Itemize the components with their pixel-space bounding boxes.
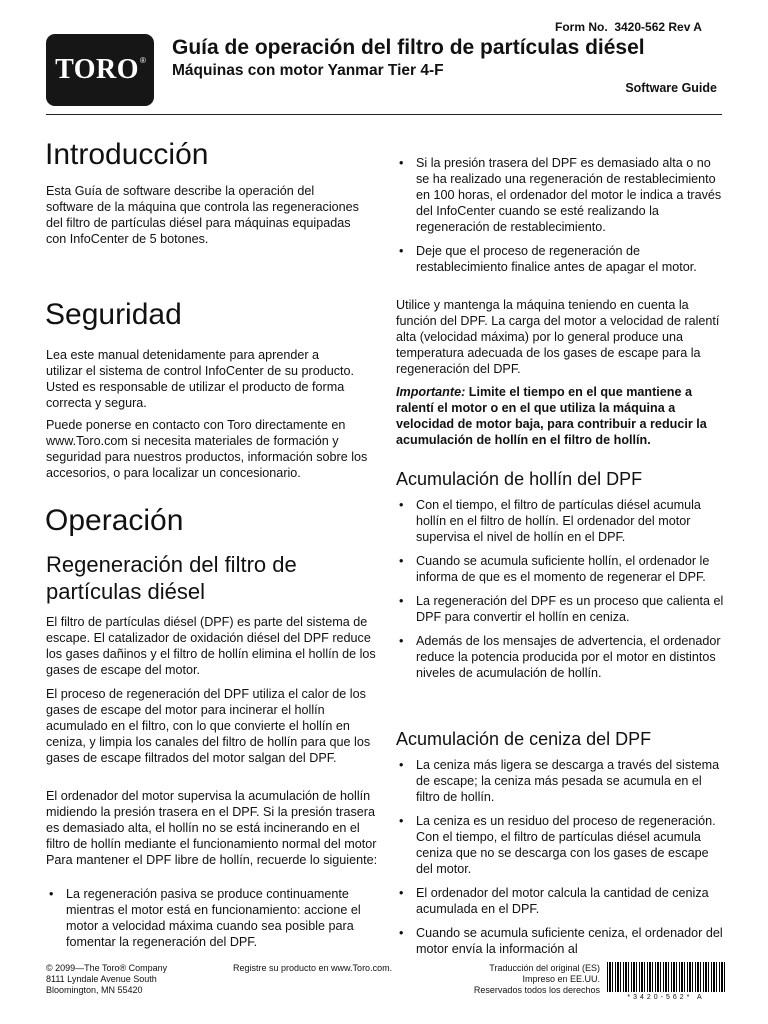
form-number: Form No. 3420-562 Rev A bbox=[555, 20, 702, 34]
brand-name: TORO bbox=[55, 54, 140, 85]
ash-bullet-list bbox=[396, 757, 726, 965]
regeneration-paragraph-3: El ordenador del motor supervisa la acumulación de hollín midiendo la presión trasera en el DPF. Si la presión trasera es demasiado alta, el hollín no se está incinerando en el filtro de hollín mediante el funcionamiento normal del motor Para mantener el DPF libre de hollín, recuerde lo siguiente: bbox=[46, 789, 378, 867]
soot-heading: Acumulación de hollín del DPF bbox=[396, 469, 643, 489]
intro-paragraph: Esta Guía de software describe la operación del software de la máquina que controla las regeneraciones del filtro de partículas diésel para máquinas equipadas con InfoCenter de 5 botones. bbox=[46, 184, 359, 246]
address-line-2: Bloomington, MN 55420 bbox=[46, 985, 143, 995]
footer-company bbox=[46, 963, 167, 996]
important-note bbox=[396, 384, 722, 448]
regeneration-heading: Regeneración del filtro de partículas diésel bbox=[46, 552, 297, 604]
important-label: Importante: bbox=[396, 385, 466, 399]
registered-mark: ® bbox=[140, 55, 146, 65]
important-text: Limite el tiempo en el que mantiene a ralentí el motor o en el que utiliza la máquina a velocidad de motor baja, para contribuir a reducir la acumulación de hollín en el filtro de hollín. bbox=[396, 385, 707, 447]
list-item: • La regeneración pasiva se produce continuamente mientras el motor está en funcionamiento: accione el motor a velocidad máxima cuando sea posible para fomentar la regeneración del DPF. bbox=[46, 886, 380, 950]
list-item: • Con el tiempo, el filtro de partículas diésel acumula hollín en el filtro de hollín. El ordenador del motor supervisa el nivel de hollín en el DPF. bbox=[396, 497, 726, 545]
backpressure-bullet-list bbox=[396, 155, 726, 283]
document-subtitle: Máquinas con motor Yanmar Tier 4-F bbox=[172, 62, 444, 79]
toro-logo bbox=[46, 34, 154, 106]
safety-paragraph-1: Lea este manual detenidamente para aprender a utilizar el sistema de control InfoCenter de su producto. Usted es responsable de utilizar el producto de forma correcta y segura. bbox=[46, 348, 355, 410]
document-title: Guía de operación del filtro de partículas diésel bbox=[172, 36, 645, 59]
list-item: • La ceniza es un residuo del proceso de regeneración. Con el tiempo, el filtro de partículas diésel acumula ceniza que no se descarga con los gases de escape del motor. bbox=[396, 813, 726, 877]
regeneration-paragraph-1: El filtro de partículas diésel (DPF) es parte del sistema de escape. El catalizador de oxidación diésel del DPF reduce los gases dañinos y el filtro de hollín elimina el hollín de los gases de escape del motor. bbox=[46, 615, 376, 677]
list-item: • La ceniza más ligera se descarga a través del sistema de escape; la ceniza más pesada se acumula en el filtro de hollín. bbox=[396, 757, 726, 805]
footer-legal bbox=[474, 963, 600, 996]
regeneration-paragraph-2: El proceso de regeneración del DPF utiliza el calor de los gases de escape del motor para incinerar el hollín acumulado en el filtro, con lo que convierte el hollín en ceniza, y limpia los canales del filtro de hollín para que los gases de escape filtrados del motor salgan del DPF. bbox=[46, 687, 371, 765]
ash-heading: Acumulación de ceniza del DPF bbox=[396, 729, 652, 749]
list-item: • El ordenador del motor calcula la cantidad de ceniza acumulada en el DPF. bbox=[396, 885, 726, 917]
safety-paragraph-2: Puede ponerse en contacto con Toro directamente en www.Toro.com si necesita materiales de formación y seguridad para nuestros productos, información sobre los accesorios, o para localizar un concesionario. bbox=[46, 418, 368, 480]
register-product-note: Registre su producto en www.Toro.com. bbox=[233, 963, 393, 973]
operation-heading: Operación bbox=[45, 504, 184, 537]
dpf-usage-paragraph: Utilice y mantenga la máquina teniendo en cuenta la función del DPF. La carga del motor a velocidad de ralentí alta (velocidad máxima) por lo general produce una temperatura adecuada de los gases de escape para la regeneración del DPF. bbox=[396, 298, 720, 376]
list-item: • Si la presión trasera del DPF es demasiado alta o no se ha realizado una regeneración de restablecimiento en 100 horas, el ordenador del motor le indica a través del InfoCenter cuando se esté realizando la regeneración de restablecimiento. bbox=[396, 155, 726, 235]
doc-type-label: Software Guide bbox=[625, 81, 717, 95]
soot-bullet-list bbox=[396, 497, 726, 689]
regeneration-bullet-list bbox=[46, 886, 380, 958]
list-item: • Cuando se acumula suficiente ceniza, el ordenador del motor envía la información al bbox=[396, 925, 726, 957]
list-item: • Cuando se acumula suficiente hollín, el ordenador le informa de que es el momento de regenerar el DPF. bbox=[396, 553, 726, 585]
header-divider bbox=[46, 114, 722, 115]
copyright-text: © 2099—The Toro® Company bbox=[46, 963, 168, 973]
list-item: • Deje que el proceso de regeneración de restablecimiento finalice antes de apagar el motor. bbox=[396, 243, 726, 275]
list-item: • Además de los mensajes de advertencia, el ordenador reduce la potencia producida por el motor en distintos niveles de acumulación de hollín. bbox=[396, 633, 726, 681]
translation-note: Traducción del original (ES) bbox=[489, 963, 600, 973]
list-item: • La regeneración del DPF es un proceso que calienta el DPF para convertir el hollín en ceniza. bbox=[396, 593, 726, 625]
barcode bbox=[607, 962, 725, 992]
rights-note: Reservados todos los derechos bbox=[473, 985, 600, 995]
barcode-number: *3420-562* A bbox=[627, 994, 705, 1001]
intro-heading: Introducción bbox=[45, 138, 209, 171]
safety-heading: Seguridad bbox=[45, 298, 182, 331]
address-line-1: 8111 Lyndale Avenue South bbox=[46, 974, 157, 984]
printed-note: Impreso en EE.UU. bbox=[522, 974, 600, 984]
